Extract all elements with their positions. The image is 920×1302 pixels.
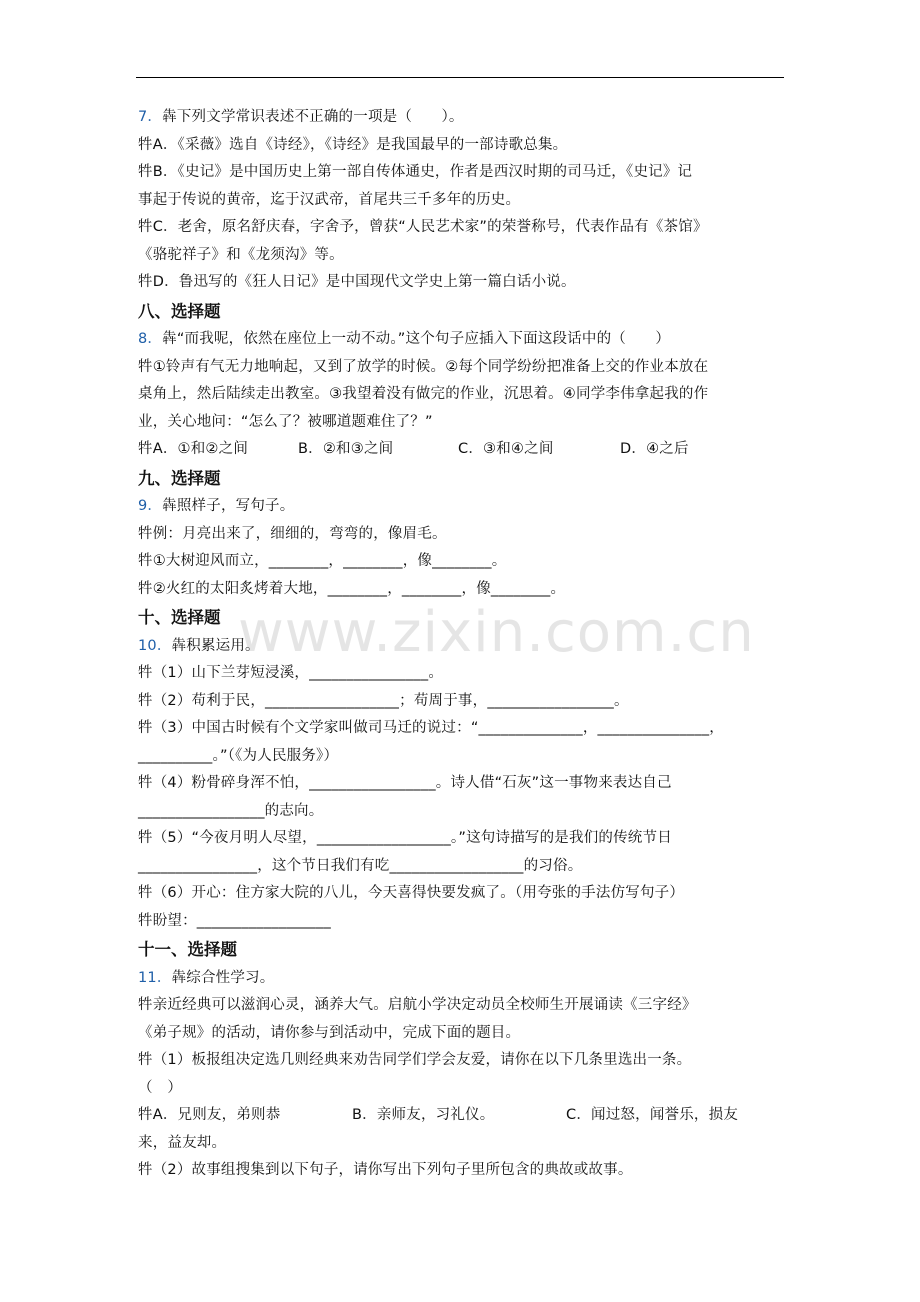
sub-question: 牪（2）故事组搜集到以下句子，请你写出下列句子里所包含的典故或故事。 — [138, 1162, 633, 1178]
option-a: 牪A．兄则友，弟则恭 — [138, 1107, 281, 1123]
sub-question: 牪（1）板报组决定选几则经典来劝告同学们学会友爱，请你在以下几条里选出一条。 — [138, 1052, 692, 1068]
question-8-stem: 8．犇“而我呢，依然在座位上一动不动。”这个句子应插入下面这段话中的（ ） — [138, 331, 671, 347]
option-c: C．③和④之间 — [458, 441, 554, 457]
fill-line: 牪（3）中国古时候有个文学家叫做司马迁的说过：“______________，_______________， — [138, 720, 724, 736]
example-line: 牪例：月亮出来了，细细的，弯弯的，像眉毛。 — [138, 525, 447, 542]
passage-line: 牪①铃声有气无力地响起，又到了放学的时候。②每个同学纷纷把准备上交的作业本放在 — [138, 358, 709, 375]
passage-line: 牪亲近经典可以滋润心灵，涵养大气。启航小学决定动员全校师生开展诵读《三字经》 — [138, 997, 697, 1013]
fill-line: 牪②火红的太阳炙烤着大地，________，________，像________。 — [138, 580, 566, 597]
section-heading-11: 十一、选择题 — [138, 940, 237, 959]
option-b: 牪B．《史记》是中国历史上第一部自传体通史，作者是西汉时期的司马迁，《史记》记 — [138, 164, 693, 180]
fill-line: 牪（1）山下兰芽短浸溪，________________。 — [138, 665, 444, 681]
fill-line: __________。”（《为人民服务》） — [138, 747, 339, 764]
question-number: 10． — [138, 637, 172, 654]
question-11-stem: 11．犇综合性学习。 — [138, 969, 275, 986]
document-body — [138, 104, 778, 1185]
fill-line: 牪（2）苟利于民，__________________；苟周于事，_________________。 — [138, 692, 629, 709]
passage-line: 桌角上，然后陆续走出教室。③我望着没有做完的作业，沉思着。④同学李伟拿起我的作 — [138, 386, 709, 402]
option-c: C．闻过怒，闻誉乐，损友 — [566, 1107, 739, 1123]
question-10-stem: 10．犇积累运用。 — [138, 637, 260, 654]
option-c-cont: 《骆驼祥子》和《龙须沟》等。 — [138, 246, 344, 263]
question-7-stem: 7．犇下列文学常识表述不正确的一项是（ ）。 — [138, 109, 464, 125]
question-number: 11． — [138, 969, 172, 986]
fill-line: _________________的志向。 — [138, 802, 324, 819]
option-c-cont: 来，益友却。 — [138, 1134, 227, 1151]
section-heading-8: 八、选择题 — [138, 301, 221, 321]
question-number: 8． — [138, 331, 163, 347]
option-c: 牪C．老舍，原名舒庆春，字舍予，曾获“人民艺术家”的荣誉称号，代表作品有《茶馆》 — [138, 219, 708, 235]
fill-line: 牪①大树迎风而立，________，________，像________。 — [138, 553, 507, 569]
question-number: 9． — [138, 498, 163, 514]
fill-line: ________________，这个节日我们有吃__________________的习俗。 — [138, 857, 583, 874]
options-row — [138, 436, 778, 464]
option-b: B．②和③之间 — [298, 441, 394, 457]
option-a: 牪A．①和②之间 — [138, 441, 249, 457]
option-b-cont: 事起于传说的黄帝，迄于汉武帝，首尾共三千多年的历史。 — [138, 191, 521, 208]
watermark: www.zixin.com.cn — [238, 600, 755, 665]
section-heading-9: 九、选择题 — [138, 468, 221, 488]
passage-line: 业，关心地问：“怎么了？被哪道题难住了？” — [138, 413, 433, 430]
question-number: 7． — [138, 109, 163, 125]
option-d: D．④之后 — [620, 441, 689, 457]
options-row — [138, 1102, 778, 1130]
header-rule — [136, 77, 784, 78]
section-heading-10: 十、选择题 — [138, 608, 221, 627]
answer-blank: （ ） — [138, 1079, 183, 1096]
fill-line: 牪盼望：__________________ — [138, 912, 331, 929]
passage-line: 《弟子规》的活动，请你参与到活动中，完成下面的题目。 — [138, 1024, 521, 1041]
fill-line: 牪（6）开心：住方家大院的八儿，今天喜得快要发疯了。（用夸张的手法仿写句子） — [138, 885, 685, 901]
option-d: 牪D．鲁迅写的《狂人日记》是中国现代文学史上第一篇白话小说。 — [138, 274, 576, 290]
option-b: B．亲师友，习礼仪。 — [352, 1107, 495, 1123]
fill-line: 牪（4）粉骨碎身浑不怕，_________________。诗人借“石灰”这一事物来表达自己 — [138, 775, 672, 791]
option-a: 牪A．《采薇》选自《诗经》，《诗经》是我国最早的一部诗歌总集。 — [138, 136, 568, 153]
fill-line: 牪（5）“今夜月明人尽望，__________________。”这句诗描写的是我们的传统节日 — [138, 830, 672, 846]
question-9-stem: 9．犇照样子，写句子。 — [138, 498, 295, 514]
